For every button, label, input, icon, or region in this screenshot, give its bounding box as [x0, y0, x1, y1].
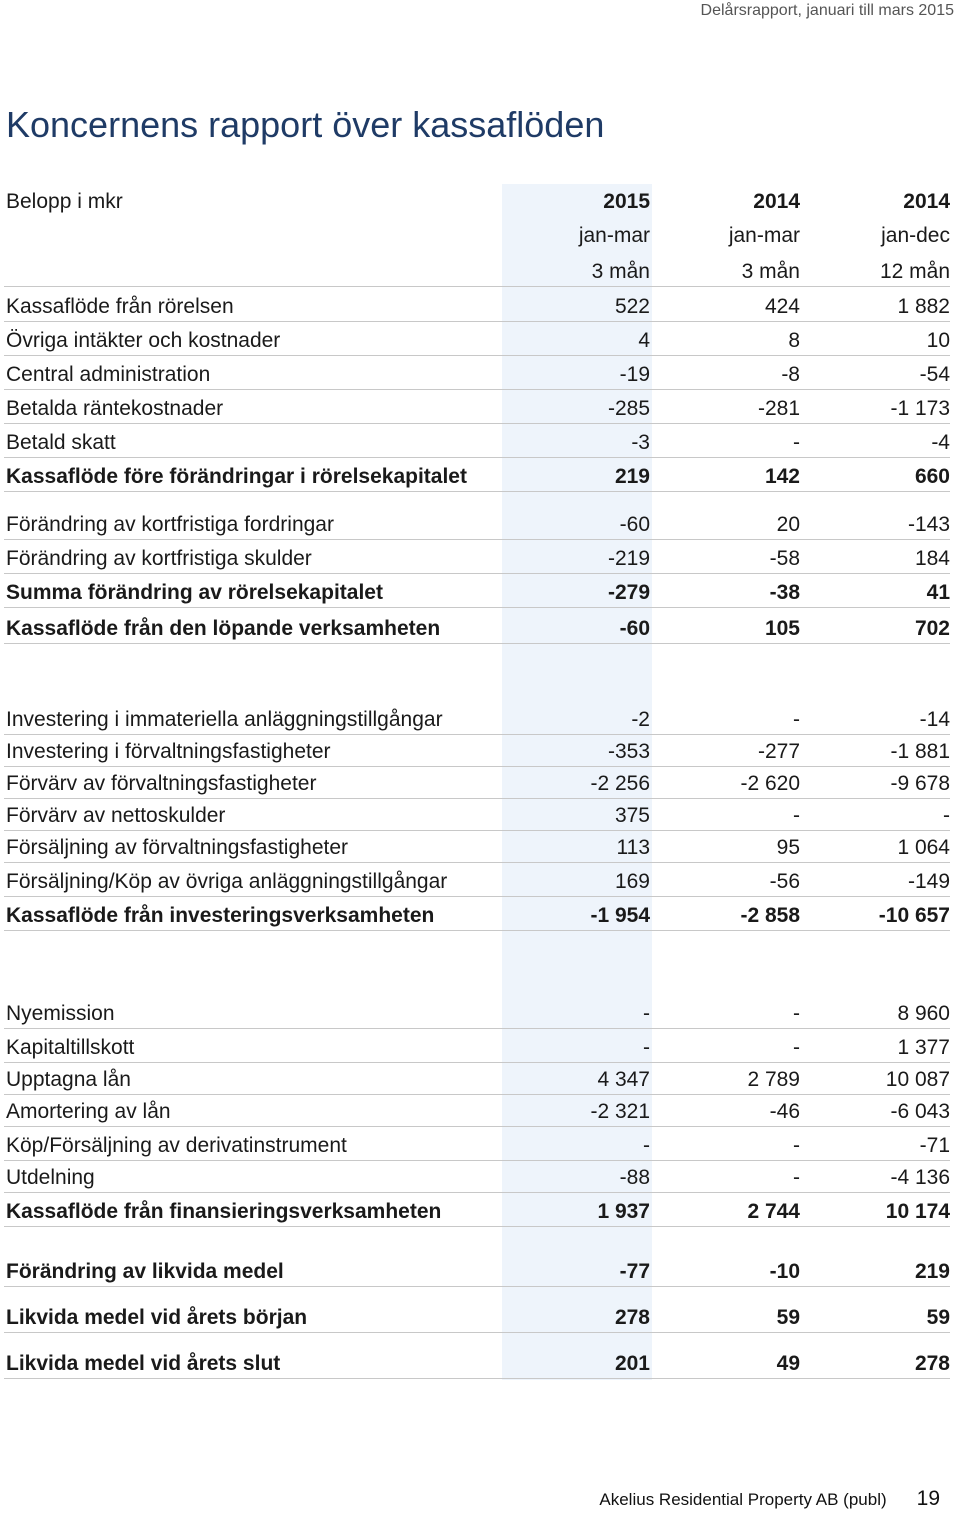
- row-value-1: -2 321: [590, 1100, 650, 1123]
- table-row: [4, 607, 950, 644]
- table-row: [4, 355, 950, 390]
- table-row: [4, 1028, 950, 1063]
- table-row: [4, 287, 950, 322]
- row-value-3: -6 043: [890, 1100, 950, 1123]
- header-row-years: [4, 188, 950, 216]
- row-value-3: 10: [926, 329, 950, 352]
- row-value-2: -: [793, 708, 800, 731]
- row-value-2: -38: [769, 581, 800, 604]
- table-row: [4, 992, 950, 1029]
- row-value-2: -2 620: [740, 772, 800, 795]
- table-row: [4, 573, 950, 608]
- row-label: Kassaflöde från den löpande verksamheten: [6, 617, 441, 640]
- row-label: Nyemission: [6, 1002, 115, 1025]
- table-row: [4, 1062, 950, 1095]
- row-value-2: -: [793, 1166, 800, 1189]
- row-value-2: -: [793, 804, 800, 827]
- table-row: [4, 1192, 950, 1227]
- row-value-3: -10 657: [878, 904, 950, 927]
- row-label: Upptagna lån: [6, 1068, 131, 1091]
- row-value-2: -46: [769, 1100, 800, 1123]
- year-2014-full: 2014: [903, 190, 950, 213]
- row-value-2: -: [793, 431, 800, 454]
- months-2014-full: 12 mån: [879, 260, 950, 283]
- row-label: Övriga intäkter och kostnader: [6, 329, 281, 352]
- company-name: Akelius Residential Property AB (publ): [599, 1490, 887, 1509]
- row-value-1: -279: [607, 581, 650, 604]
- header-row-periods: [4, 222, 950, 250]
- table-row: [4, 457, 950, 492]
- row-value-3: 1 882: [897, 295, 950, 318]
- row-label: Förändring av kortfristiga skulder: [6, 547, 312, 570]
- row-value-1: -77: [619, 1260, 650, 1283]
- row-label: Utdelning: [6, 1166, 95, 1189]
- row-label: Amortering av lån: [6, 1100, 171, 1123]
- row-value-2: 142: [764, 465, 800, 488]
- row-value-3: 184: [914, 547, 950, 570]
- row-value-2: -58: [769, 547, 800, 570]
- row-value-1: -: [643, 1036, 650, 1059]
- row-value-2: 424: [764, 295, 800, 318]
- row-value-1: 219: [614, 465, 650, 488]
- row-value-1: 522: [614, 295, 650, 318]
- row-label: Summa förändring av rörelsekapitalet: [6, 581, 383, 604]
- row-value-1: -60: [619, 617, 650, 640]
- table-row: [4, 1094, 950, 1127]
- row-label: Kassaflöde från investeringsverksamheten: [6, 904, 435, 927]
- row-value-2: -56: [769, 870, 800, 893]
- row-value-1: -88: [619, 1166, 650, 1189]
- row-value-1: -285: [607, 397, 650, 420]
- row-label: Kassaflöde från finansieringsverksamheten: [6, 1200, 442, 1223]
- row-value-1: -: [643, 1002, 650, 1025]
- row-value-2: 20: [776, 513, 800, 536]
- table-row: [4, 862, 950, 897]
- row-label: Kapitaltillskott: [6, 1036, 135, 1059]
- row-value-2: -8: [781, 363, 800, 386]
- row-label: Kassaflöde före förändringar i rörelsekapitalet: [6, 465, 467, 488]
- table-row: [4, 1342, 950, 1379]
- row-value-1: 1 937: [597, 1200, 650, 1223]
- row-label: Likvida medel vid årets slut: [6, 1352, 281, 1375]
- row-value-3: -9 678: [890, 772, 950, 795]
- row-value-2: -281: [757, 397, 800, 420]
- period-2015: jan-mar: [578, 224, 650, 247]
- row-value-3: 59: [926, 1306, 950, 1329]
- table-row: [4, 830, 950, 863]
- period-2014-full: jan-dec: [881, 224, 950, 247]
- year-2015: 2015: [603, 190, 650, 213]
- header-row-months: [4, 256, 950, 287]
- row-value-1: 201: [614, 1352, 650, 1375]
- months-2014-q1: 3 mån: [741, 260, 800, 283]
- row-value-3: 1 064: [897, 836, 950, 859]
- row-value-2: 8: [788, 329, 800, 352]
- row-value-1: -353: [607, 740, 650, 763]
- row-value-3: 8 960: [897, 1002, 950, 1025]
- row-value-1: -60: [619, 513, 650, 536]
- row-label: Försäljning/Köp av övriga anläggningstillgångar: [6, 870, 448, 893]
- table-row: [4, 539, 950, 574]
- row-value-3: 1 377: [897, 1036, 950, 1059]
- table-row: [4, 766, 950, 799]
- table-row: [4, 734, 950, 767]
- table-row: [4, 321, 950, 356]
- row-value-3: -71: [919, 1134, 950, 1157]
- table-row: [4, 505, 950, 540]
- row-value-3: 660: [914, 465, 950, 488]
- table-row: [4, 389, 950, 424]
- row-value-3: 702: [914, 617, 950, 640]
- table-row: [4, 798, 950, 831]
- row-value-1: -: [643, 1134, 650, 1157]
- row-value-1: 278: [614, 1306, 650, 1329]
- row-value-2: -: [793, 1134, 800, 1157]
- row-value-2: -: [793, 1036, 800, 1059]
- row-value-3: -14: [919, 708, 950, 731]
- table-row: [4, 1126, 950, 1161]
- row-value-1: -3: [631, 431, 650, 454]
- page-number: 19: [916, 1487, 940, 1510]
- row-label: Investering i immateriella anläggningstillgångar: [6, 708, 443, 731]
- row-value-3: -1 881: [890, 740, 950, 763]
- row-value-1: -2: [631, 708, 650, 731]
- row-value-2: 95: [776, 836, 800, 859]
- row-label: Försäljning av förvaltningsfastigheter: [6, 836, 349, 859]
- row-label: Central administration: [6, 363, 211, 386]
- row-label: Likvida medel vid årets början: [6, 1306, 308, 1329]
- row-value-2: -277: [757, 740, 800, 763]
- row-label: Förändring av kortfristiga fordringar: [6, 513, 334, 536]
- period-2014-q1: jan-mar: [728, 224, 800, 247]
- row-value-1: -19: [619, 363, 650, 386]
- row-value-3: 10 174: [885, 1200, 950, 1223]
- row-label: Betalda räntekostnader: [6, 397, 224, 420]
- table-row: [4, 423, 950, 458]
- page-footer: [599, 1487, 940, 1511]
- row-value-3: -4: [931, 431, 950, 454]
- row-value-2: -10: [769, 1260, 800, 1283]
- row-value-3: 219: [914, 1260, 950, 1283]
- row-label: Köp/Försäljning av derivatinstrument: [6, 1134, 347, 1157]
- row-value-3: 278: [914, 1352, 950, 1375]
- row-value-2: 2 789: [747, 1068, 800, 1091]
- table-row: [4, 1160, 950, 1193]
- row-value-3: 10 087: [885, 1068, 950, 1091]
- row-label: Betald skatt: [6, 431, 116, 454]
- row-value-1: 4: [638, 329, 650, 352]
- row-value-1: 169: [614, 870, 650, 893]
- table-row: [4, 1296, 950, 1333]
- page-title: Koncernens rapport över kassaflöden: [6, 104, 605, 145]
- row-value-1: -2 256: [590, 772, 650, 795]
- row-value-1: 4 347: [597, 1068, 650, 1091]
- row-label: Investering i förvaltningsfastigheter: [6, 740, 331, 763]
- row-label: Förvärv av förvaltningsfastigheter: [6, 772, 317, 795]
- row-value-3: -: [943, 804, 950, 827]
- row-value-1: -1 954: [590, 904, 650, 927]
- row-value-2: 59: [776, 1306, 800, 1329]
- row-label: Förvärv av nettoskulder: [6, 804, 226, 827]
- row-value-1: 375: [614, 804, 650, 827]
- row-value-2: -2 858: [740, 904, 800, 927]
- report-header: Delårsrapport, januari till mars 2015: [700, 2, 954, 19]
- table-row: [4, 896, 950, 931]
- row-value-3: -149: [907, 870, 950, 893]
- row-value-3: -54: [919, 363, 950, 386]
- row-value-2: 2 744: [747, 1200, 800, 1223]
- table-row: [4, 700, 950, 735]
- row-value-2: 49: [776, 1352, 800, 1375]
- column-label: Belopp i mkr: [6, 190, 123, 213]
- row-label: Kassaflöde från rörelsen: [6, 295, 234, 318]
- row-value-2: -: [793, 1002, 800, 1025]
- row-label: Förändring av likvida medel: [6, 1260, 284, 1283]
- year-2014-q1: 2014: [753, 190, 800, 213]
- row-value-2: 105: [764, 617, 800, 640]
- row-value-3: -143: [907, 513, 950, 536]
- row-value-1: -219: [607, 547, 650, 570]
- row-value-3: 41: [926, 581, 950, 604]
- row-value-3: -1 173: [890, 397, 950, 420]
- months-2015: 3 mån: [591, 260, 650, 283]
- table-row: [4, 1250, 950, 1287]
- row-value-1: 113: [616, 836, 650, 859]
- row-value-3: -4 136: [890, 1166, 950, 1189]
